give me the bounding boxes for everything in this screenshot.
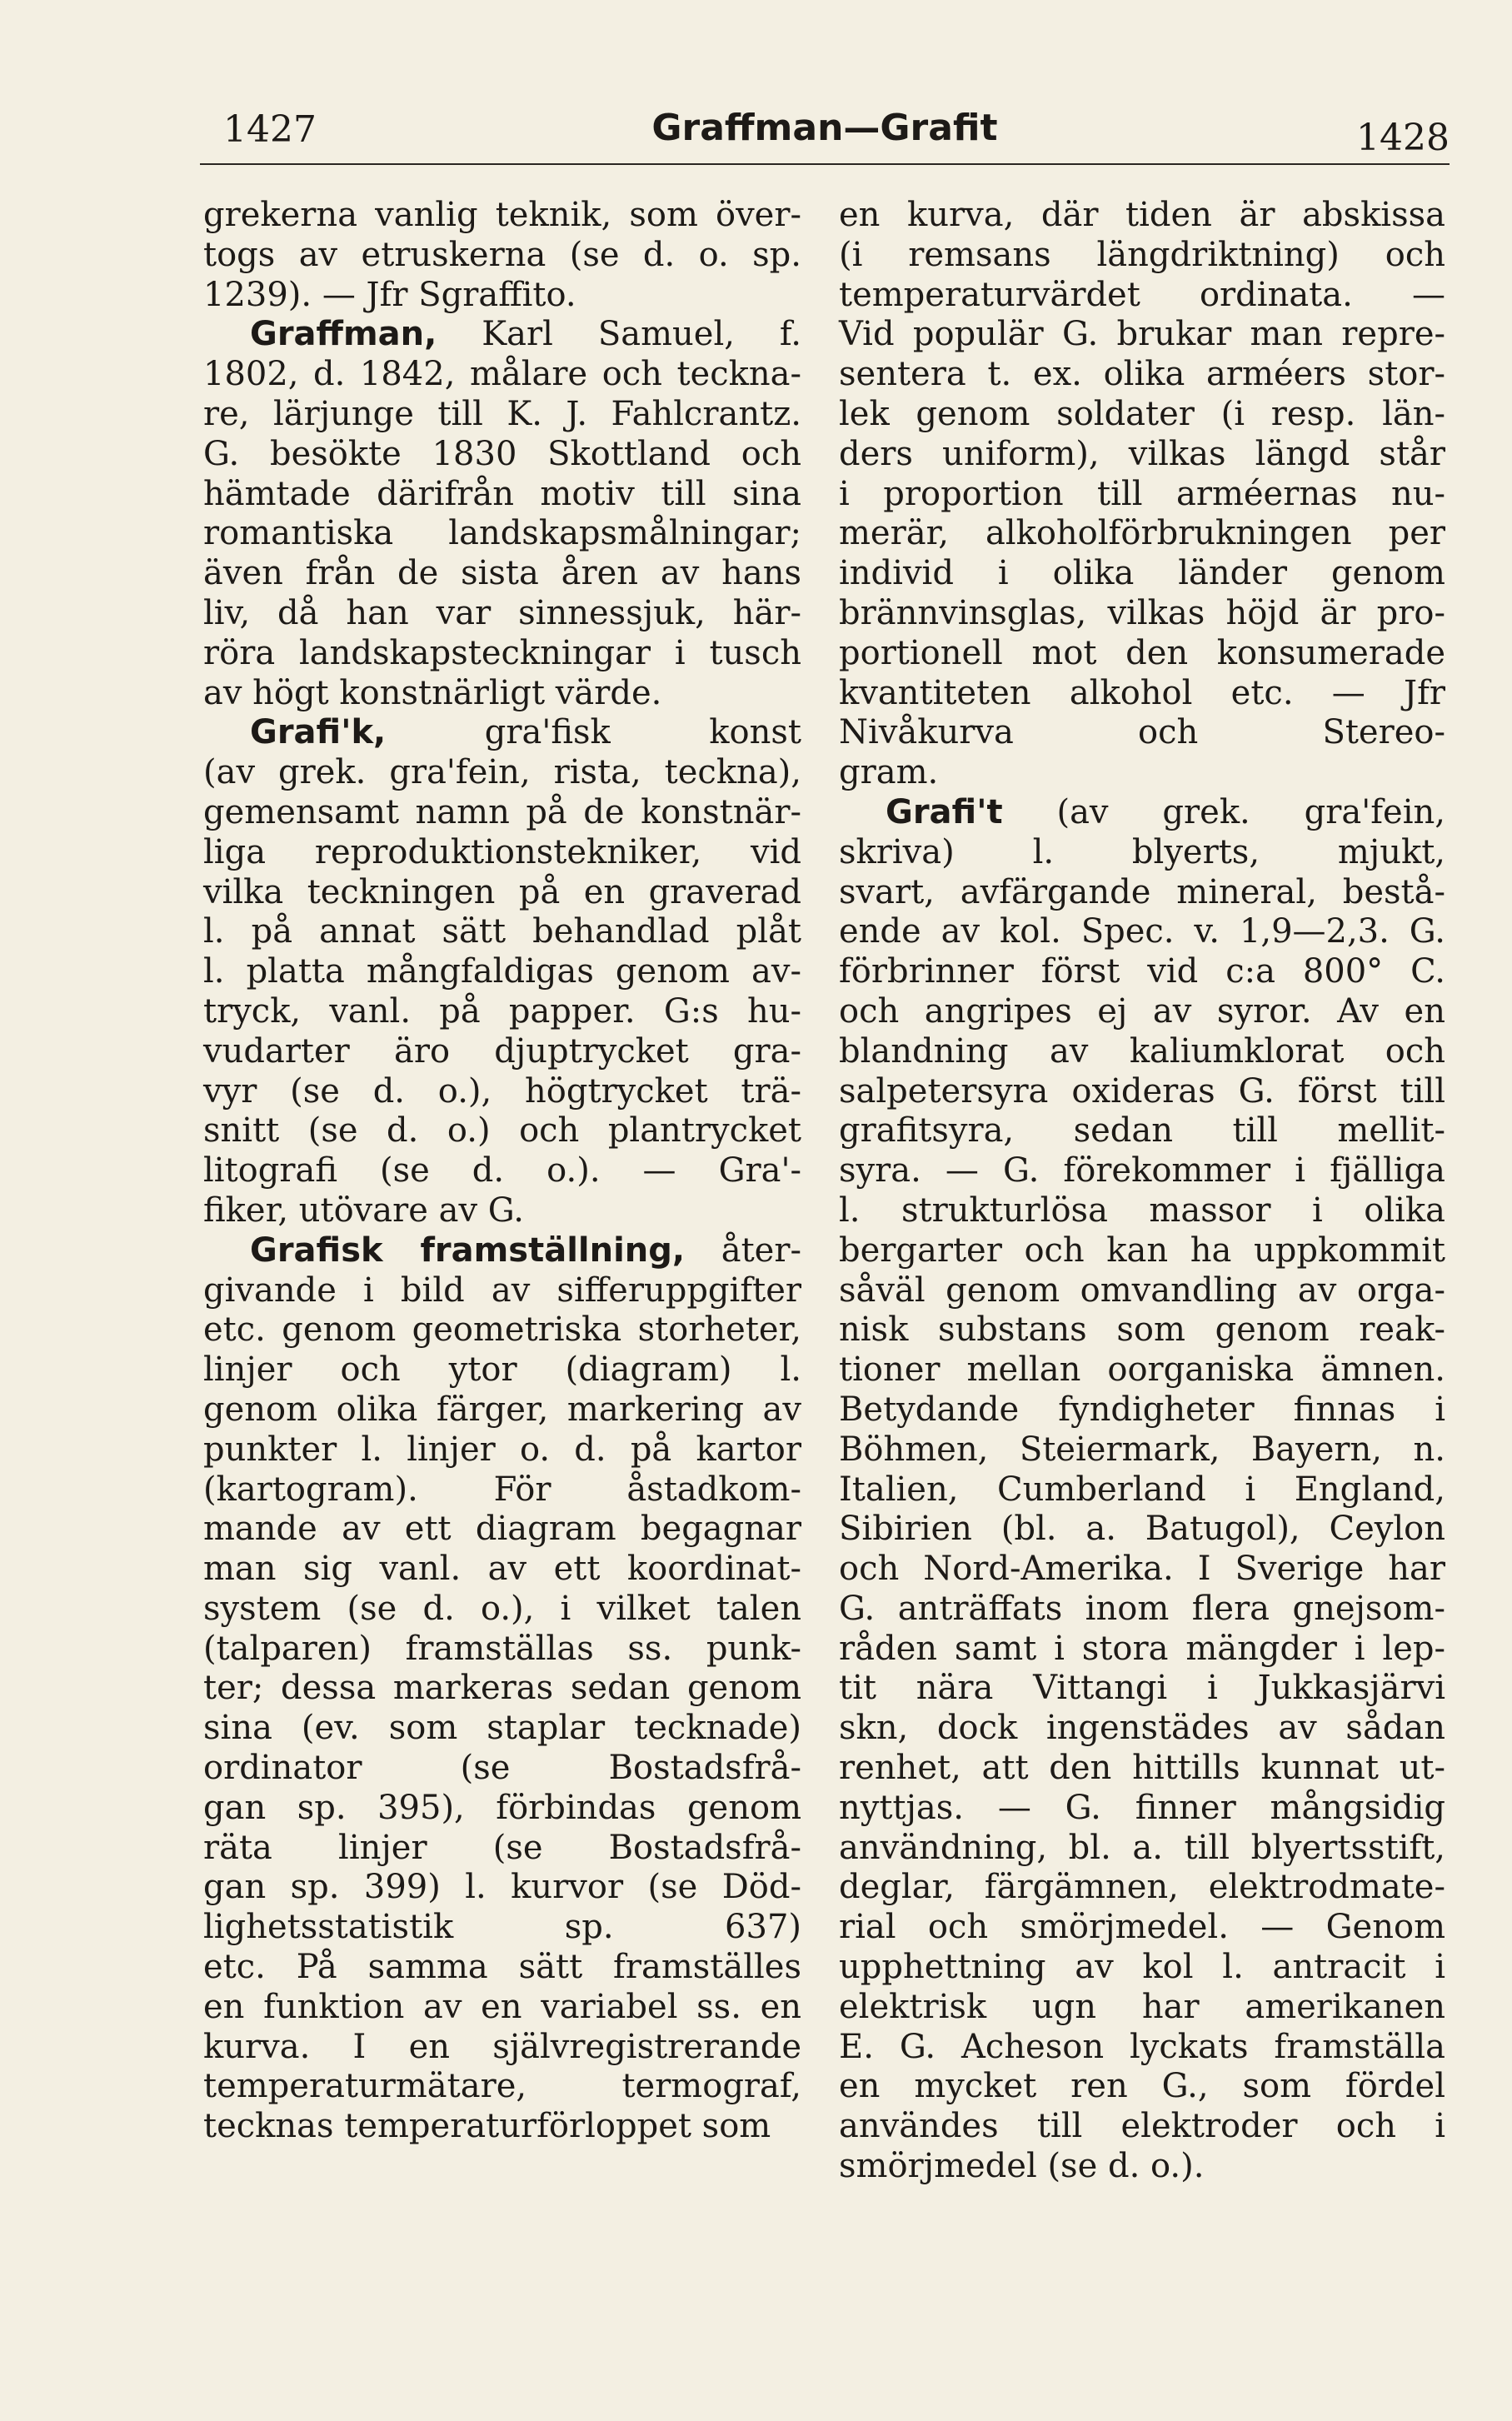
text-line: tecknas temperaturförloppet som [203,2107,771,2146]
text-line: rial och smörjmedel. — Genom [839,1908,1445,1947]
page-header [200,100,1450,167]
text-line: individ i olika länder genom [839,554,1445,593]
text-line: 1802, d. 1842, målare och teckna- [203,355,801,394]
left-column [203,196,801,2147]
text-line: och Nord-Amerika. I Sverige har [839,1550,1445,1589]
text-line: portionell mot den konsumerade [839,633,1445,672]
text-line: mande av ett diagram begagnar [203,1510,801,1549]
entry-headword: Grafi't [886,792,1003,831]
text-line: gram. [839,753,939,792]
text-line: nisk substans som genom reak- [839,1310,1445,1350]
text-line: Grafisk framställning, åter- [250,1230,801,1270]
text-line: ordinator (se Bostadsfrå- [203,1749,801,1788]
text-line: blandning av kaliumklorat och [839,1031,1445,1071]
text-line: räta linjer (se Bostadsfrå- [203,1828,801,1867]
text-line: romantiska landskapsmålningar; [203,514,801,553]
text-line: lek genom soldater (i resp. län- [839,394,1445,433]
text-line: grekerna vanlig teknik, som över- [203,196,801,234]
text-line: renhet, att den hittills kunnat ut- [839,1749,1445,1788]
text-line: råden samt i stora mängder i lep- [839,1629,1445,1668]
entry-headword: Graffman, [250,315,437,354]
text-line: röra landskapsteckningar i tusch [203,633,801,672]
text-line: vudarter äro djuptrycket gra- [203,1031,801,1071]
text-line: liga reproduktionstekniker, vid [203,832,801,871]
text-line: man sig vanl. av ett koordinat- [203,1550,801,1589]
right-column [839,196,1445,2187]
text-line: svart, avfärgande mineral, bestå- [839,872,1445,911]
text-line: vilka teckningen på en graverad [203,872,801,911]
text-line: tryck, vanl. på papper. G:s hu- [203,991,801,1031]
text-line: sina (ev. som staplar tecknade) [203,1709,801,1748]
text-line: skn, dock ingenstädes av sådan [839,1709,1445,1748]
text-line: Grafi't (av grek. gra'fein, [886,792,1445,831]
text-line: (i remsans längdriktning) och [839,235,1445,274]
text-line: förbrinner först vid c:a 800° C. [839,952,1445,991]
text-line: en kurva, där tiden är abskissa [839,196,1445,234]
text-line: G. anträffats inom flera gnejsom- [839,1589,1445,1628]
text-line: grafitsyra, sedan till mellit- [839,1111,1445,1151]
entry-headword: Grafisk framställning, [250,1230,686,1270]
text-line: tioner mellan oorganiska ämnen. [839,1350,1445,1390]
text-line: (talparen) framställas ss. punk- [203,1629,801,1668]
text-line: brännvinsglas, vilkas höjd är pro- [839,593,1445,632]
text-line: etc. På samma sätt framställes [203,1948,801,1987]
text-line: l. strukturlösa massor i olika [839,1191,1445,1230]
text-line: givande i bild av sifferuppgifter [203,1270,801,1310]
running-title: Graffman—Grafit [651,107,998,149]
text-line: tit nära Vittangi i Jukkasjärvi [839,1669,1445,1708]
text-line: användning, bl. a. till blyertsstift, [839,1828,1445,1867]
text-line: Graffman, Karl Samuel, f. [250,315,801,354]
text-line: en mycket ren G., som fördel [839,2067,1445,2106]
text-line: salpetersyra oxideras G. först till [839,1071,1445,1111]
text-line: system (se d. o.), i vilket talen [203,1589,801,1628]
text-line: kurva. I en självregistrerande [203,2027,801,2066]
right-page-number: 1428 [1356,117,1450,159]
text-line: kvantiteten alkohol etc. — Jfr [839,673,1445,712]
text-line: G. besökte 1830 Skottland och [203,434,801,473]
text-line: temperaturmätare, termograf, [203,2067,801,2106]
text-line: smörjmedel (se d. o.). [839,2147,1205,2186]
text-line: elektrisk ugn har amerikanen [839,1987,1445,2026]
text-line: togs av etruskerna (se d. o. sp. [203,235,801,274]
text-line: Betydande fyndigheter finnas i [839,1390,1445,1429]
text-line: sentera t. ex. olika arméers stor- [839,355,1445,394]
text-line: nyttjas. — G. finner mångsidig [839,1788,1445,1827]
text-line: temperaturvärdet ordinata. — [839,275,1445,314]
text-line: ders uniform), vilkas längd står [839,434,1445,473]
text-line: fiker, utövare av G. [203,1191,525,1230]
text-line: Böhmen, Steiermark, Bayern, n. [839,1430,1445,1469]
text-line: litografi (se d. o.). — Gra'- [203,1151,801,1191]
text-line: syra. — G. förekommer i fjälliga [839,1151,1445,1191]
text-line: 1239). — Jfr Sgraffito. [203,275,576,314]
text-line: även från de sista åren av hans [203,554,801,593]
text-line: Grafi'k, gra'fisk konst [250,713,801,752]
text-line: l. på annat sätt behandlad plåt [203,912,801,951]
text-line: användes till elektroder och i [839,2107,1445,2146]
text-line: gemensamt namn på de konstnär- [203,792,801,831]
text-line: ende av kol. Spec. v. 1,9—2,3. G. [839,912,1445,951]
left-page-number: 1427 [223,108,317,151]
text-line: Italien, Cumberland i England, [839,1470,1445,1509]
text-line: snitt (se d. o.) och plantrycket [203,1111,801,1151]
text-line: gan sp. 399) l. kurvor (se Död- [203,1868,801,1907]
text-line: (kartogram). För åstadkom- [203,1470,801,1509]
text-line: merär, alkoholförbrukningen per [839,514,1445,553]
text-line: skriva) l. blyerts, mjukt, [839,832,1445,871]
header-rule [200,163,1450,165]
text-line: en funktion av en variabel ss. en [203,1987,801,2026]
text-line: upphettning av kol l. antracit i [839,1948,1445,1987]
text-line: Vid populär G. brukar man repre- [839,315,1445,354]
text-line: vyr (se d. o.), högtrycket trä- [203,1071,801,1111]
text-line: ter; dessa markeras sedan genom [203,1669,801,1708]
text-line: såväl genom omvandling av orga- [839,1270,1445,1310]
text-line: E. G. Acheson lyckats framställa [839,2027,1445,2066]
text-line: lighetsstatistik sp. 637) [203,1908,801,1947]
text-line: liv, då han var sinnessjuk, här- [203,593,801,632]
text-line: bergarter och kan ha uppkommit [839,1230,1445,1270]
text-line: linjer och ytor (diagram) l. [203,1350,801,1390]
text-line: Sibirien (bl. a. Batugol), Ceylon [839,1510,1445,1549]
entry-headword: Grafi'k, [250,713,387,752]
text-line: l. platta mångfaldigas genom av- [203,952,801,991]
text-line: punkter l. linjer o. d. på kartor [203,1430,801,1469]
text-line: av högt konstnärligt värde. [203,673,662,712]
text-line: hämtade därifrån motiv till sina [203,474,801,513]
text-line: genom olika färger, markering av [203,1390,801,1429]
text-line: deglar, färgämnen, elektrodmate- [839,1868,1445,1907]
text-line: och angripes ej av syror. Av en [839,991,1445,1031]
text-line: Nivåkurva och Stereo- [839,713,1445,752]
text-line: (av grek. gra'fein, rista, teckna), [203,753,801,792]
text-line: i proportion till arméernas nu- [839,474,1445,513]
text-line: gan sp. 395), förbindas genom [203,1788,801,1827]
text-line: etc. genom geometriska storheter, [203,1310,801,1350]
text-line: re, lärjunge till K. J. Fahlcrantz. [203,394,801,433]
